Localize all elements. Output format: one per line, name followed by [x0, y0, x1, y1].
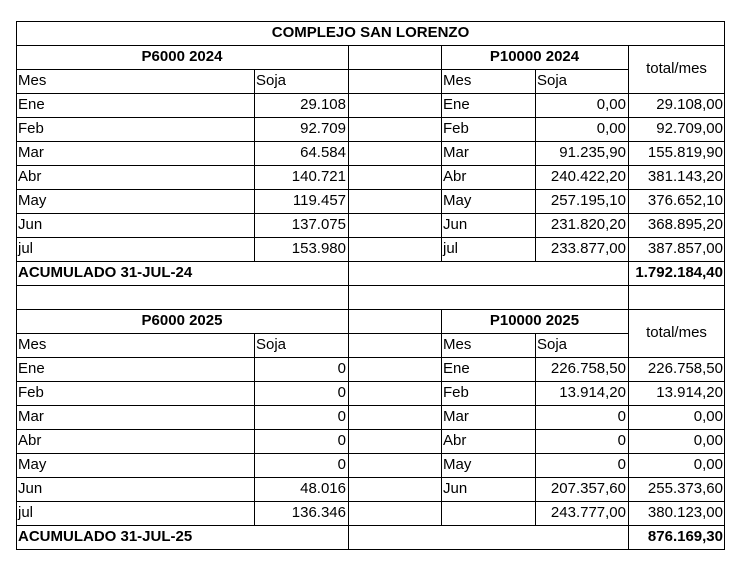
spreadsheet-table: [16, 21, 725, 552]
grid-line: [16, 381, 725, 382]
soja-p10000-cell: 226.758,50: [550, 360, 626, 377]
soja-p6000-cell: 140.721: [291, 168, 346, 185]
month-cell: Feb: [443, 120, 469, 137]
grid-line: [16, 501, 725, 502]
month-cell: Jun: [443, 480, 468, 497]
grid-line: [16, 69, 628, 70]
grid-line: [16, 93, 725, 94]
total-mes-header: total/mes: [646, 324, 707, 341]
total-mes-cell: 0,00: [693, 432, 723, 449]
soja-p6000-cell: 0: [337, 432, 346, 449]
soja-p10000-cell: 0: [617, 456, 626, 473]
col-header-soja: Soja: [256, 336, 287, 353]
month-cell: jul: [443, 240, 459, 257]
grid-line: [16, 21, 725, 22]
soja-p10000-cell: 233.877,00: [550, 240, 626, 257]
total-mes-cell: 0,00: [693, 456, 723, 473]
grid-line: [16, 261, 725, 262]
col-header-mes: Mes: [18, 72, 47, 89]
block-right-header: P10000 2024: [489, 48, 580, 65]
soja-p6000-cell: 48.016: [300, 480, 346, 497]
month-cell: Abr: [18, 168, 42, 185]
acumulado-label: ACUMULADO 31-JUL-25: [18, 528, 193, 545]
month-cell: Feb: [18, 120, 44, 137]
grid-line: [724, 21, 725, 549]
soja-p10000-cell: 0,00: [596, 96, 626, 113]
grid-line: [441, 309, 442, 525]
soja-p6000-cell: 0: [337, 360, 346, 377]
month-cell: Jun: [443, 216, 468, 233]
grid-line: [348, 285, 349, 309]
month-cell: Ene: [18, 96, 45, 113]
month-cell: Abr: [443, 168, 467, 185]
grid-line: [628, 309, 629, 549]
month-cell: Ene: [443, 96, 470, 113]
total-mes-cell: 0,00: [693, 408, 723, 425]
grid-line: [628, 45, 629, 285]
acumulado-total: 1.792.184,40: [635, 264, 723, 281]
month-cell: Feb: [443, 384, 469, 401]
soja-p10000-cell: 231.820,20: [550, 216, 626, 233]
grid-line: [16, 165, 725, 166]
col-header-mes: Mes: [443, 72, 472, 89]
soja-p6000-cell: 153.980: [291, 240, 346, 257]
col-header-soja: Soja: [537, 336, 568, 353]
soja-p10000-cell: 243.777,00: [550, 504, 626, 521]
total-mes-cell: 368.895,20: [647, 216, 723, 233]
month-cell: Mar: [443, 408, 469, 425]
col-header-mes: Mes: [443, 336, 472, 353]
grid-line: [16, 285, 725, 286]
grid-line: [16, 141, 725, 142]
sheet-title: COMPLEJO SAN LORENZO: [271, 24, 470, 41]
month-cell: May: [18, 456, 47, 473]
month-cell: jul: [18, 240, 34, 257]
soja-p6000-cell: 137.075: [291, 216, 346, 233]
total-mes-cell: 155.819,90: [647, 144, 723, 161]
soja-p10000-cell: 0,00: [596, 120, 626, 137]
month-cell: [441, 501, 535, 525]
grid-line: [16, 21, 17, 549]
soja-p10000-cell: 0: [617, 432, 626, 449]
month-cell: jul: [18, 504, 34, 521]
col-header-soja: Soja: [537, 72, 568, 89]
soja-p10000-cell: 91.235,90: [559, 144, 626, 161]
total-mes-cell: 255.373,60: [647, 480, 723, 497]
total-mes-cell: 381.143,20: [647, 168, 723, 185]
soja-p6000-cell: 119.457: [292, 192, 346, 209]
soja-p6000-cell: 92.709: [300, 120, 346, 137]
grid-line: [16, 45, 725, 46]
month-cell: Mar: [18, 144, 44, 161]
total-mes-cell: 376.652,10: [647, 192, 723, 209]
grid-line: [16, 213, 725, 214]
soja-p6000-cell: 0: [337, 456, 346, 473]
month-cell: Ene: [443, 360, 470, 377]
block-left-header: P6000 2024: [141, 48, 223, 65]
month-cell: Mar: [443, 144, 469, 161]
soja-p6000-cell: 64.584: [300, 144, 346, 161]
grid-line: [254, 333, 255, 525]
grid-line: [16, 117, 725, 118]
total-mes-cell: 92.709,00: [656, 120, 723, 137]
month-cell: Abr: [443, 432, 467, 449]
col-header-soja: Soja: [256, 72, 287, 89]
grid-line: [16, 549, 725, 550]
total-mes-cell: 29.108,00: [656, 96, 723, 113]
grid-line: [16, 429, 725, 430]
grid-line: [16, 453, 725, 454]
total-mes-cell: 387.857,00: [647, 240, 723, 257]
soja-p10000-cell: 240.422,20: [550, 168, 626, 185]
month-cell: Ene: [18, 360, 45, 377]
month-cell: Jun: [18, 480, 43, 497]
month-cell: Feb: [18, 384, 44, 401]
grid-line: [628, 285, 629, 309]
grid-line: [16, 405, 725, 406]
month-cell: Jun: [18, 216, 43, 233]
grid-line: [348, 309, 349, 549]
col-header-mes: Mes: [18, 336, 47, 353]
soja-p10000-cell: 0: [617, 408, 626, 425]
grid-line: [16, 357, 725, 358]
soja-p6000-cell: 0: [337, 408, 346, 425]
acumulado-label: ACUMULADO 31-JUL-24: [18, 264, 193, 281]
month-cell: May: [18, 192, 47, 209]
soja-p6000-cell: 136.346: [291, 504, 346, 521]
grid-line: [348, 45, 349, 285]
soja-p10000-cell: 13.914,20: [559, 384, 626, 401]
grid-line: [16, 189, 725, 190]
month-cell: Mar: [18, 408, 44, 425]
soja-p6000-cell: 29.108: [300, 96, 346, 113]
grid-line: [16, 309, 725, 310]
block-right-header: P10000 2025: [489, 312, 580, 329]
grid-line: [441, 45, 442, 261]
total-mes-cell: 13.914,20: [656, 384, 723, 401]
total-mes-cell: 380.123,00: [647, 504, 723, 521]
grid-line: [254, 69, 255, 261]
block-left-header: P6000 2025: [141, 312, 223, 329]
grid-line: [535, 69, 536, 261]
soja-p6000-cell: 0: [337, 384, 346, 401]
grid-line: [16, 237, 725, 238]
grid-line: [16, 333, 628, 334]
month-cell: May: [443, 456, 472, 473]
grid-line: [16, 477, 725, 478]
total-mes-cell: 226.758,50: [647, 360, 723, 377]
grid-line: [535, 333, 536, 525]
acumulado-total: 876.169,30: [647, 528, 723, 545]
soja-p10000-cell: 207.357,60: [550, 480, 626, 497]
month-cell: Abr: [18, 432, 42, 449]
grid-line: [16, 525, 725, 526]
month-cell: May: [443, 192, 472, 209]
total-mes-header: total/mes: [646, 60, 707, 77]
soja-p10000-cell: 257.195,10: [550, 192, 626, 209]
